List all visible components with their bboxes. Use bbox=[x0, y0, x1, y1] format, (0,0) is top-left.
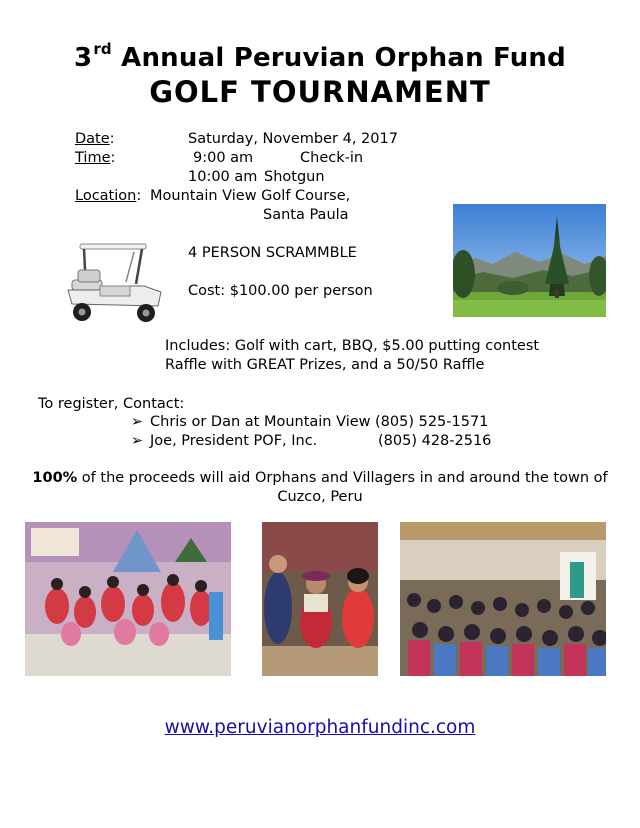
location-label: Location bbox=[75, 188, 137, 204]
includes-line1: Includes: Golf with cart, BBQ, $5.00 putting contest bbox=[165, 338, 540, 354]
contact-bullet-1: ➢ bbox=[131, 414, 144, 430]
title-ordinal-suffix: rd bbox=[93, 40, 112, 58]
time-checkin-event: Check-in bbox=[300, 150, 364, 166]
location-line2: Santa Paula bbox=[263, 207, 349, 223]
event-subtitle: GOLF TOURNAMENT bbox=[149, 75, 491, 109]
contact-phone-2: (805) 428-2516 bbox=[378, 433, 492, 449]
location-line1: Mountain View Golf Course, bbox=[150, 188, 351, 204]
proceeds-line1 bbox=[0, 469, 640, 488]
event-title bbox=[0, 40, 640, 73]
date-value: Saturday, November 4, 2017 bbox=[188, 131, 398, 147]
proceeds-text: of the proceeds will aid Orphans and Villagers in and around the town of bbox=[81, 470, 608, 486]
traditional-dress-photo bbox=[262, 522, 378, 676]
golf-course-photo bbox=[453, 204, 606, 317]
date-label: Date bbox=[75, 131, 110, 147]
time-checkin-value: 9:00 am bbox=[193, 150, 254, 166]
classroom-children-photo bbox=[25, 522, 231, 676]
tournament-format: 4 PERSON SCRAMMBLE bbox=[188, 245, 357, 261]
contact-bullet-2: ➢ bbox=[131, 433, 144, 449]
register-heading: To register, Contact: bbox=[38, 396, 185, 412]
golf-cart-image bbox=[64, 240, 164, 330]
time-shotgun-value: 10:00 am bbox=[188, 169, 258, 185]
time-label: Time bbox=[75, 150, 111, 166]
contact-name-1: Chris or Dan at Mountain View bbox=[150, 414, 371, 430]
time-shotgun-event: Shotgun bbox=[264, 169, 325, 185]
contact-name-2: Joe, President POF, Inc. bbox=[150, 433, 318, 449]
golf-course-scene bbox=[453, 204, 606, 317]
title-rest: Annual Peruvian Orphan Fund bbox=[121, 43, 566, 73]
contact-phone-1: (805) 525-1571 bbox=[375, 414, 489, 430]
group-gathering-photo bbox=[400, 522, 606, 676]
cost-text: Cost: $100.00 per person bbox=[188, 283, 373, 299]
title-ordinal-number: 3 bbox=[74, 43, 93, 73]
golf-cart-icon bbox=[64, 240, 164, 330]
website-link[interactable]: www.peruvianorphanfundinc.com bbox=[164, 717, 476, 738]
includes-line2: Raffle with GREAT Prizes, and a 50/50 Raffle bbox=[165, 357, 485, 373]
proceeds-bold: 100% bbox=[32, 470, 78, 486]
proceeds-line2: Cuzco, Peru bbox=[277, 489, 363, 505]
